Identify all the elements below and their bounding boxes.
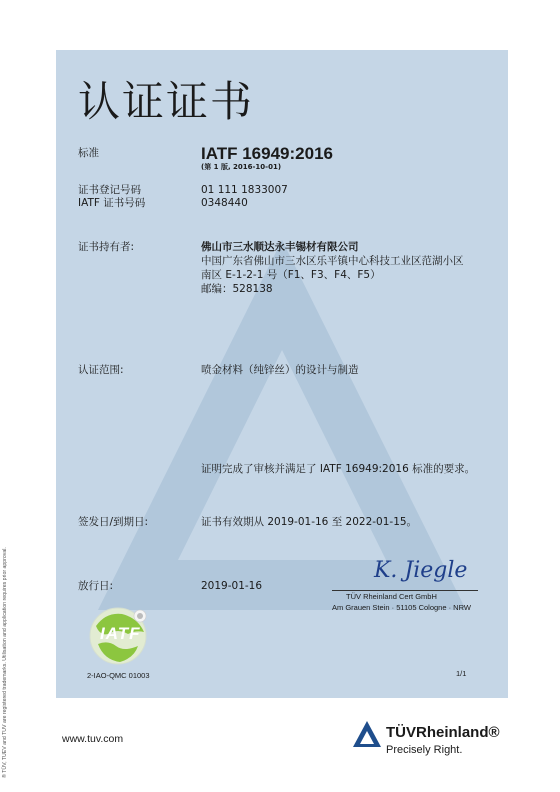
brand-slogan: Precisely Right.: [386, 744, 463, 756]
signature-line: [332, 590, 478, 591]
trademark-note: ® TÜV, TUEV and TUV are registered trademarks. Utilisation and application requires prior approval.: [2, 547, 8, 778]
scope-value: 喷金材料（纯锌丝）的设计与制造: [201, 364, 359, 376]
reg-number-value: 01 111 1833007: [201, 184, 288, 196]
certificate-title: 认证证书: [78, 77, 255, 126]
iatf-logo-code: 2-IAO-QMC 01003: [87, 671, 150, 680]
holder-address-line-1: 中国广东省佛山市三水区乐平镇中心科技工业区范湖小区: [201, 255, 464, 267]
iatf-number-value: 0348440: [201, 197, 248, 209]
validity-value: 证书有效期从 2019-01-16 至 2022-01-15。: [201, 516, 418, 528]
validity-label: 签发日/到期日:: [78, 516, 149, 528]
holder-address-line-2: 南区 E-1-2-1 号（F1、F3、F4、F5）: [201, 269, 381, 281]
iatf-logo-text: IATF: [100, 624, 141, 643]
issue-date-value: 2019-01-16: [201, 580, 263, 592]
issue-date-label: 放行日:: [78, 580, 114, 592]
reg-number-label: 证书登记号码: [78, 184, 141, 196]
website-url: www.tuv.com: [62, 733, 124, 745]
brand-name: TÜVRheinland®: [386, 724, 500, 741]
holder-label: 证书持有者:: [78, 241, 135, 253]
issuer-name: TÜV Rheinland Cert GmbH: [346, 592, 437, 601]
certificate-panel: [56, 50, 508, 698]
tuv-triangle-logo-icon: [352, 720, 382, 748]
iatf-number-label: IATF 证书号码: [78, 197, 146, 209]
holder-postcode: 邮编：528138: [201, 283, 273, 295]
scope-label: 认证范围:: [78, 364, 124, 376]
issuer-address: Am Grauen Stein · 51105 Cologne · NRW: [332, 603, 471, 612]
page-number: 1/1: [456, 669, 467, 678]
standard-label: 标准: [78, 147, 99, 159]
standard-edition: (第 1 版, 2016-10-01): [201, 163, 282, 171]
signature: K. Jiegle: [374, 558, 468, 583]
holder-name: 佛山市三水顺达永丰锡材有限公司: [201, 241, 359, 253]
standard-value: IATF 16949:2016: [201, 144, 333, 163]
compliance-statement: 证明完成了审核并满足了 IATF 16949:2016 标准的要求。: [201, 463, 476, 475]
tuv-brand-block: [352, 716, 512, 766]
